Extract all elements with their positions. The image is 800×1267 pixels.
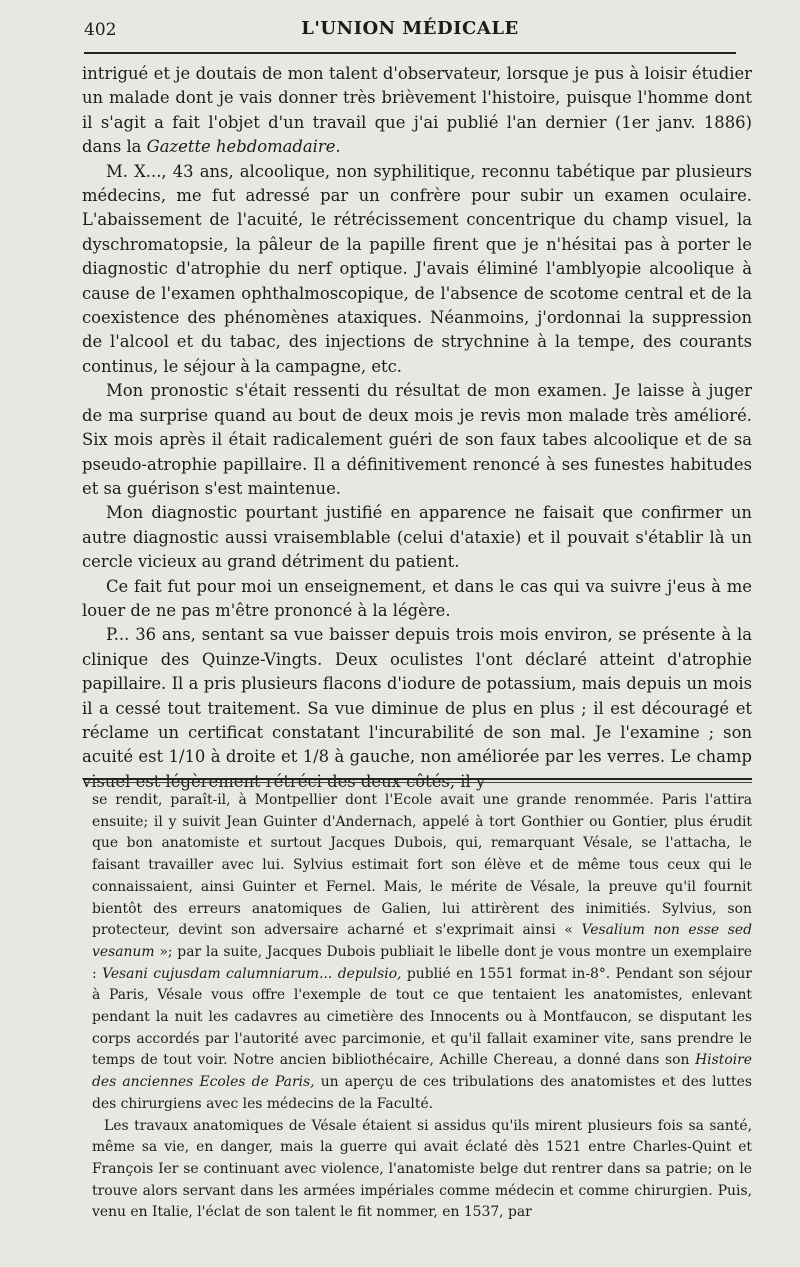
footnote-book-title: Vesani cujusdam calumniarum... depulsio, [102,965,402,982]
paragraph-2: M. X..., 43 ans, alcoolique, non syphilitique, reconnu tabétique par plusieurs médecins, me fut adressé par un confrère pour subir un examen oculaire. L'abaissement de l'acuité, le rétrécissement concentrique du champ visuel, la dyschromatopsie, la pâleur de la papille firent que je n'hésitai pas à porter le diagnostic d'atrophie du nerf optique. J'avais éliminé l'amblyopie alcoolique à cause de l'examen ophthalmoscopique, de l'absence de scotome central et de la coexistence des phénomènes ataxiques. Néanmoins, j'ordonnai la suppression de l'alcool et du tabac, des injections de strychnine à la tempe, des courants continus, le séjour à la campagne, etc. [82,161,752,376]
header-rule [84,52,736,54]
paragraph-4: Mon diagnostic pourtant justifié en apparence ne faisait que confirmer un autre diagnostic aussi vraisemblable (celui d'ataxie) et il pouvait s'établir là un cercle vicieux au grand détriment du patient. [82,503,752,572]
journal-title: Gazette hebdomadaire. [146,137,341,157]
footnote-text-b: »; par la suite, Jacques Dubois publiait le libelle dont je vous montre un exemplaire : [92,943,752,982]
footnote [92,790,752,1224]
footnote-paragraph-2: Les travaux anatomiques de Vésale étaient si assidus qu'ils mirent plusieurs fois sa santé, même sa vie, en danger, mais la guerre qui avait éclaté dès 1521 entre Charles-Quint et François Ier se continuant avec violence, l'anatomiste belge dut rentrer dans sa patrie; on le trouve alors servant dans les armées impériales comme médecin et comme chirurgien. Puis, venu en Italie, l'éclat de son talent le fit nommer, en 1537, par [92,1117,752,1221]
footnote-text-d: un aperçu de ces tribulations des anatomistes et des luttes des chirurgiens avec les médecins de la Faculté. [92,1074,752,1112]
footnote-rule-thin [84,782,752,783]
paragraph-1-text: intrigué et je doutais de mon talent d'observateur, lorsque je pus à loisir étudier un malade dont je vais donner très brièvement l'histoire, puisque l'homme dont il s'agit a fait l'objet d'un travail que j'ai publié l'an dernier (1er janv. 1886) dans la [82,64,752,157]
paragraph-6: P... 36 ans, sentant sa vue baisser depuis trois mois environ, se présente à la clinique des Quinze-Vingts. Deux oculistes l'ont déclaré atteint d'atrophie papillaire. Il a pris plusieurs flacons d'iodure de potassium, mais depuis un mois il a cessé tout traitement. Sa vue diminue de plus en plus ; il est découragé et réclame un certificat constatant l'incurabilité de son mal. Je l'examine ; son acuité est 1/10 à droite et 1/8 à gauche, non améliorée par les verres. Le champ visuel est légèrement rétréci des deux côtés, il y [82,625,752,791]
paragraph-5: Ce fait fut pour moi un enseignement, et dans le cas qui va suivre j'eus à me louer de ne pas m'être prononcé à la légère. [82,576,752,620]
paragraph-3: Mon pronostic s'était ressenti du résultat de mon examen. Je laisse à juger de ma surprise quand au bout de deux mois je revis mon malade très amélioré. Six mois après il était radicalement guéri de son faux tabes alcoolique et de sa pseudo-atrophie papillaire. Il a définitivement renoncé à ses funestes habitudes et sa guérison s'est maintenue. [82,381,752,498]
paragraph-1 [82,62,752,160]
page-header [84,14,736,48]
page-number: 402 [84,20,117,40]
footnote-history-title: Histoire des anciennes Ecoles de Paris, [92,1052,752,1091]
main-text [82,62,752,794]
running-title: L'UNION MÉDICALE [301,18,519,39]
footnote-quote: Vesalium non esse sed vesanum [92,922,752,960]
footnote-text-a: se rendit, paraît-il, à Montpellier dont l'Ecole avait une grande renommée. Paris l'attira ensuite; il y suivit Jean Guinter d'Andernach, appelé à tort Gonthier ou Gontier, plus érudit que bon anatomiste et surtout Jacques Dubois, qui, remarquant Vésale, se l'attacha, le faisant travailler avec lui. Sylvius estimait fort son élève et de même tous ceux qui le connaissaient, ainsi Guinter et Fernel. Mais, le mérite de Vésale, la preuve qu'il fournit bientôt des erreurs anatomiques de Galien, lui attirèrent des inimitiés. Sylvius, son protecteur, devint son adversaire acharné et s'exprimait ainsi « [92,792,752,939]
footnote-rule [84,778,752,780]
footnote-paragraph-1 [92,790,752,1116]
footnote-text-c: publié en 1551 format in-8°. Pendant son séjour à Paris, Vésale vous offre l'exemple de tout ce que tentaient les anatomistes, enlevant pendant la nuit les cadavres au cimetière des Innocents ou à Montfaucon, se disputant les corps accordés par l'autorité avec parcimonie, et qu'il fallait examiner vite, sans prendre le temps de tout voir. Notre ancien bibliothécaire, Achille Chereau, a donné dans son [92,965,752,1069]
